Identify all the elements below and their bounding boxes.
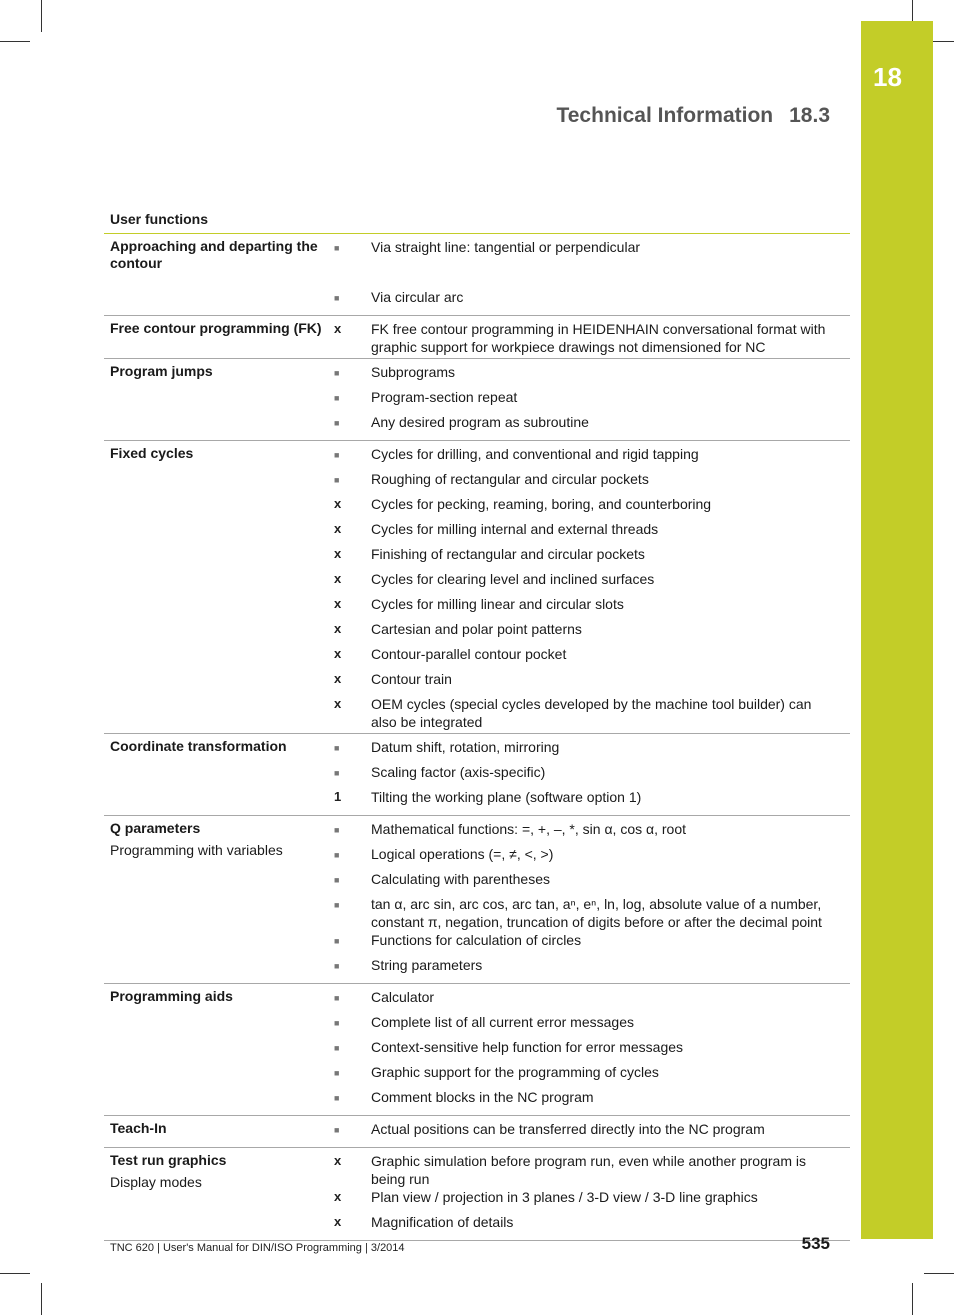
item-text: Plan view / projection in 3 planes / 3-D view / 3-D line graphics [371,1189,758,1205]
crop-mark [0,1273,30,1274]
option-marker: x [334,571,342,586]
option-marker: x [334,521,342,536]
item-text: Finishing of rectangular and circular pockets [371,546,645,562]
feature-items [334,738,850,813]
bullet-square-icon: ■ [334,961,340,971]
item-text: Via circular arc [371,289,464,305]
feature-label: Free contour programming (FK) [110,320,322,336]
option-marker [334,263,371,288]
item-text: Cartesian and polar point patterns [371,621,582,637]
table-body [104,234,850,1241]
feature-items [334,320,850,356]
option-marker: x [334,1189,342,1204]
option-marker: x [334,596,342,611]
bullet-square-icon: ■ [334,993,340,1003]
list-item [334,1188,850,1213]
bullet-square-icon: ■ [334,450,340,460]
feature-label-cell [104,820,334,981]
item-text: Graphic support for the programming of cycles [371,1064,659,1080]
list-item [334,263,850,288]
option-marker: 1 [334,789,342,804]
list-item [334,570,850,595]
item-text: Cycles for clearing level and inclined surfaces [371,571,655,587]
header-title: Technical Information [556,104,774,127]
list-item [334,445,850,470]
item-text: Cycles for milling linear and circular slots [371,596,624,612]
table-row [104,1116,850,1148]
bullet-square-icon: ■ [334,475,340,485]
item-text: Calculator [371,989,435,1005]
table-row [104,1148,850,1241]
item-text: Tilting the working plane (software option 1) [371,789,642,805]
item-text: Context-sensitive help function for error messages [371,1039,684,1055]
item-text: Subprograms [371,364,456,380]
crop-mark [912,1283,913,1315]
item-text: FK free contour programming in HEIDENHAIN conversational format with graphic support for workpiece drawings not dimensioned for NC [371,321,826,355]
feature-items [334,820,850,981]
feature-items [334,238,850,313]
crop-mark [41,1283,42,1315]
feature-label: Teach-In [110,1120,167,1136]
feature-label-cell [104,1120,334,1145]
bullet-square-icon: ■ [334,875,340,885]
feature-sublabel: Programming with variables [110,842,283,858]
table-row [104,734,850,816]
feature-label-cell [104,320,334,356]
item-text: Actual positions can be transferred directly into the NC program [371,1121,765,1137]
table-row [104,234,850,316]
feature-table [104,208,850,1241]
list-item [334,320,850,356]
item-text: tan α, arc sin, arc cos, arc tan, aⁿ, eⁿ, ln, log, absolute value of a number, constant π, negation, truncation of digits before or after the decimal point [371,896,822,930]
page-number: 535 [801,1234,830,1253]
bullet-square-icon: ■ [334,243,340,253]
option-marker: x [334,671,342,686]
page-header [556,104,830,128]
bullet-square-icon: ■ [334,418,340,428]
item-text: Contour-parallel contour pocket [371,646,567,662]
list-item [334,470,850,495]
feature-label-cell [104,238,334,313]
item-text: Program-section repeat [371,389,518,405]
feature-items [334,1152,850,1238]
list-item [334,1063,850,1088]
item-text: Contour train [371,671,452,687]
feature-items [334,445,850,731]
list-item [334,1213,850,1238]
table-row [104,984,850,1116]
feature-items [334,1120,850,1145]
header-section: 18.3 [789,104,830,127]
feature-label: Approaching and departing the contour [110,238,318,271]
feature-sublabel: Display modes [110,1174,202,1190]
chapter-tab [861,21,933,1239]
crop-mark [924,1273,954,1274]
item-text [371,263,850,288]
list-item [334,738,850,763]
feature-label-cell [104,363,334,438]
feature-label: Program jumps [110,363,213,379]
feature-label: Programming aids [110,988,233,1004]
list-item [334,820,850,845]
item-text: Logical operations (=, ≠, <, >) [371,846,554,862]
item-text: Cycles for pecking, reaming, boring, and counterboring [371,496,712,512]
feature-label: Test run graphics [110,1152,227,1168]
list-item [334,788,850,813]
table-row [104,441,850,734]
list-item [334,845,850,870]
item-text: Datum shift, rotation, mirroring [371,739,560,755]
item-text: Magnification of details [371,1214,514,1230]
feature-label-cell [104,1152,334,1238]
list-item [334,1013,850,1038]
bullet-square-icon: ■ [334,293,340,303]
bullet-square-icon: ■ [334,368,340,378]
bullet-square-icon: ■ [334,1018,340,1028]
list-item [334,545,850,570]
bullet-square-icon: ■ [334,1125,340,1135]
item-text: Cycles for milling internal and external threads [371,521,659,537]
bullet-square-icon: ■ [334,768,340,778]
item-text: Complete list of all current error messages [371,1014,634,1030]
item-text: Roughing of rectangular and circular pockets [371,471,649,487]
crop-mark [912,0,913,22]
option-marker: x [334,646,342,661]
feature-label: Coordinate transformation [110,738,287,754]
bullet-square-icon: ■ [334,850,340,860]
item-text: OEM cycles (special cycles developed by the machine tool builder) can also be integrated [371,696,812,730]
list-item [334,288,850,313]
feature-label-cell [104,738,334,813]
list-item [334,520,850,545]
list-item [334,1152,850,1188]
bullet-square-icon: ■ [334,1068,340,1078]
feature-items [334,988,850,1113]
item-text: Calculating with parentheses [371,871,550,887]
list-item [334,620,850,645]
list-item [334,870,850,895]
option-marker: x [334,321,342,336]
item-text: Mathematical functions: =, +, –, *, sin α, cos α, root [371,821,686,837]
option-marker: x [334,546,342,561]
bullet-square-icon: ■ [334,900,340,910]
crop-mark [0,41,30,42]
list-item [334,695,850,731]
item-text: Via straight line: tangential or perpendicular [371,239,641,255]
footer-text: TNC 620 | User's Manual for DIN/ISO Programming | 3/2014 [110,1242,405,1254]
item-text: Scaling factor (axis-specific) [371,764,546,780]
chapter-number: 18 [873,62,902,92]
list-item [334,988,850,1013]
feature-items [334,363,850,438]
list-item [334,495,850,520]
option-marker: x [334,696,342,711]
table-row [104,816,850,984]
bullet-square-icon: ■ [334,743,340,753]
option-marker: x [334,1214,342,1229]
table-title: User functions [104,208,850,234]
list-item [334,413,850,438]
crop-mark [41,0,42,32]
feature-label: Q parameters [110,820,201,836]
item-text: Comment blocks in the NC program [371,1089,594,1105]
bullet-square-icon: ■ [334,1043,340,1053]
list-item [334,645,850,670]
item-text: Graphic simulation before program run, even while another program is being run [371,1153,806,1187]
list-item [334,363,850,388]
list-item [334,956,850,981]
item-text: Functions for calculation of circles [371,932,582,948]
item-text: String parameters [371,957,483,973]
table-row [104,316,850,359]
feature-label-cell [104,445,334,731]
item-text: Any desired program as subroutine [371,414,589,430]
list-item [334,595,850,620]
option-marker: x [334,1153,342,1168]
item-text: Cycles for drilling, and conventional and rigid tapping [371,446,699,462]
list-item [334,1088,850,1113]
bullet-square-icon: ■ [334,825,340,835]
list-item [334,1120,850,1145]
list-item [334,388,850,413]
list-item [334,238,850,263]
table-row [104,359,850,441]
option-marker: x [334,621,342,636]
bullet-square-icon: ■ [334,936,340,946]
list-item [334,670,850,695]
feature-label: Fixed cycles [110,445,194,461]
list-item [334,763,850,788]
list-item [334,1038,850,1063]
bullet-square-icon: ■ [334,1093,340,1103]
option-marker: x [334,496,342,511]
list-item [334,895,850,931]
list-item [334,931,850,956]
bullet-square-icon: ■ [334,393,340,403]
feature-label-cell [104,988,334,1113]
